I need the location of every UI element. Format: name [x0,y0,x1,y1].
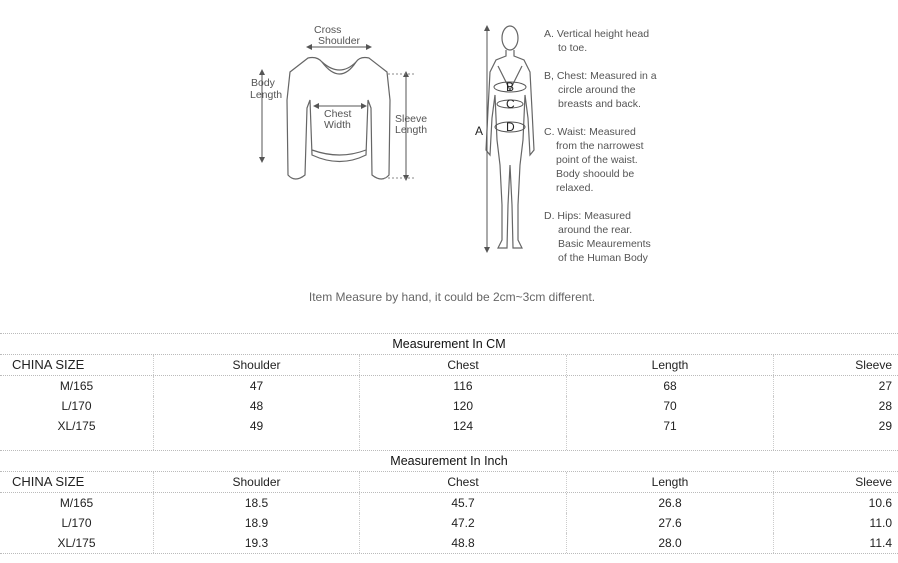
table-title: Measurement In CM [0,333,898,354]
cell-length: 28.0 [567,533,774,553]
note-c-line: C. Waist: Measured [544,126,636,138]
chest-width-label-line1: Chest [324,108,352,120]
marker-b: B [506,80,515,94]
cell-sleeve: 10.6 [868,496,892,510]
note-a [544,27,649,55]
note-d-line: Basic Meaurements [558,238,651,250]
table-header-row [0,354,898,375]
cell-chest: 45.7 [360,493,567,513]
note-b [544,69,657,111]
cell-size: L/170 [0,396,154,416]
cell-size: XL/175 [0,533,154,553]
cell-chest: 124 [360,416,567,436]
note-a-line: A. Vertical height head [544,28,650,40]
cell-chest: 120 [360,396,567,416]
cell-length: 26.8 [567,493,774,513]
cell-length: 71 [567,416,774,436]
header-chest: Chest [360,355,567,375]
note-d-line: around the rear. [558,224,633,236]
body-length-label-line1: Body [251,77,275,89]
sleeve-length-label-line2: Length [395,124,428,136]
marker-c: C [506,97,515,111]
cross-shoulder-label-line2: Shoulder [318,35,361,47]
cell-length: 70 [567,396,774,416]
note-c-line: Body shoould be [556,168,635,180]
cell-length: 27.6 [567,513,774,533]
table-title: Measurement In Inch [0,450,898,471]
cell-shoulder: 19.3 [154,533,360,553]
cross-shoulder-label-line1: Cross [314,24,342,36]
table-row [0,375,898,396]
note-c-line: point of the waist. [556,154,638,166]
table-row [0,492,898,513]
human-body-icon [486,26,534,248]
marker-a: A [475,124,484,138]
note-c-line: relaxed. [556,182,594,194]
table-row [0,533,898,553]
header-china-size: CHINA SIZE [0,472,154,492]
cell-shoulder: 18.9 [154,513,360,533]
cell-sleeve: 11.0 [869,516,892,530]
header-length: Length [567,355,774,375]
cell-shoulder: 48 [154,396,360,416]
table-header-row [0,471,898,492]
header-sleeve: Sleeve [855,358,892,372]
cell-size: M/165 [0,493,154,513]
note-b-line: B, Chest: Measured in a [544,70,657,82]
note-d-line: of the Human Body [558,252,648,264]
chest-width-label-line2: Width [324,119,351,131]
cell-chest: 47.2 [360,513,567,533]
note-a-line: to toe. [558,42,588,54]
cell-shoulder: 18.5 [154,493,360,513]
cell-shoulder: 49 [154,416,360,436]
table-row [0,396,898,416]
cell-length: 68 [567,376,774,396]
size-table-inch [0,450,898,558]
header-sleeve: Sleeve [855,475,892,489]
header-length: Length [567,472,774,492]
cell-size: XL/175 [0,416,154,436]
cell-sleeve: 29 [878,419,892,433]
cell-size: L/170 [0,513,154,533]
cell-chest: 116 [360,376,567,396]
header-shoulder: Shoulder [154,472,360,492]
marker-d: D [506,120,515,134]
table-row [0,513,898,533]
header-china-size: CHINA SIZE [0,355,154,375]
cell-sleeve: 28 [878,399,892,413]
header-shoulder: Shoulder [154,355,360,375]
size-table-cm [0,333,898,450]
cell-chest: 48.8 [360,533,567,553]
note-b-line: breasts and back. [558,98,641,110]
table-row [0,416,898,436]
sleeve-length-label-line1: Sleeve [395,113,428,125]
cell-sleeve: 27 [878,379,892,393]
measure-caption: Item Measure by hand, it could be 2cm~3cm different. [308,290,596,304]
cell-sleeve: 11.4 [869,536,892,550]
note-b-line: circle around the [558,84,636,96]
table-spacer-row [0,436,898,450]
body-length-label-line2: Length [250,89,283,101]
note-d-line: D. Hips: Measured [544,210,631,222]
cell-shoulder: 47 [154,376,360,396]
note-c [544,125,644,195]
note-c-line: from the narrowest [556,140,644,152]
cell-size: M/165 [0,376,154,396]
note-d [544,209,651,265]
header-chest: Chest [360,472,567,492]
